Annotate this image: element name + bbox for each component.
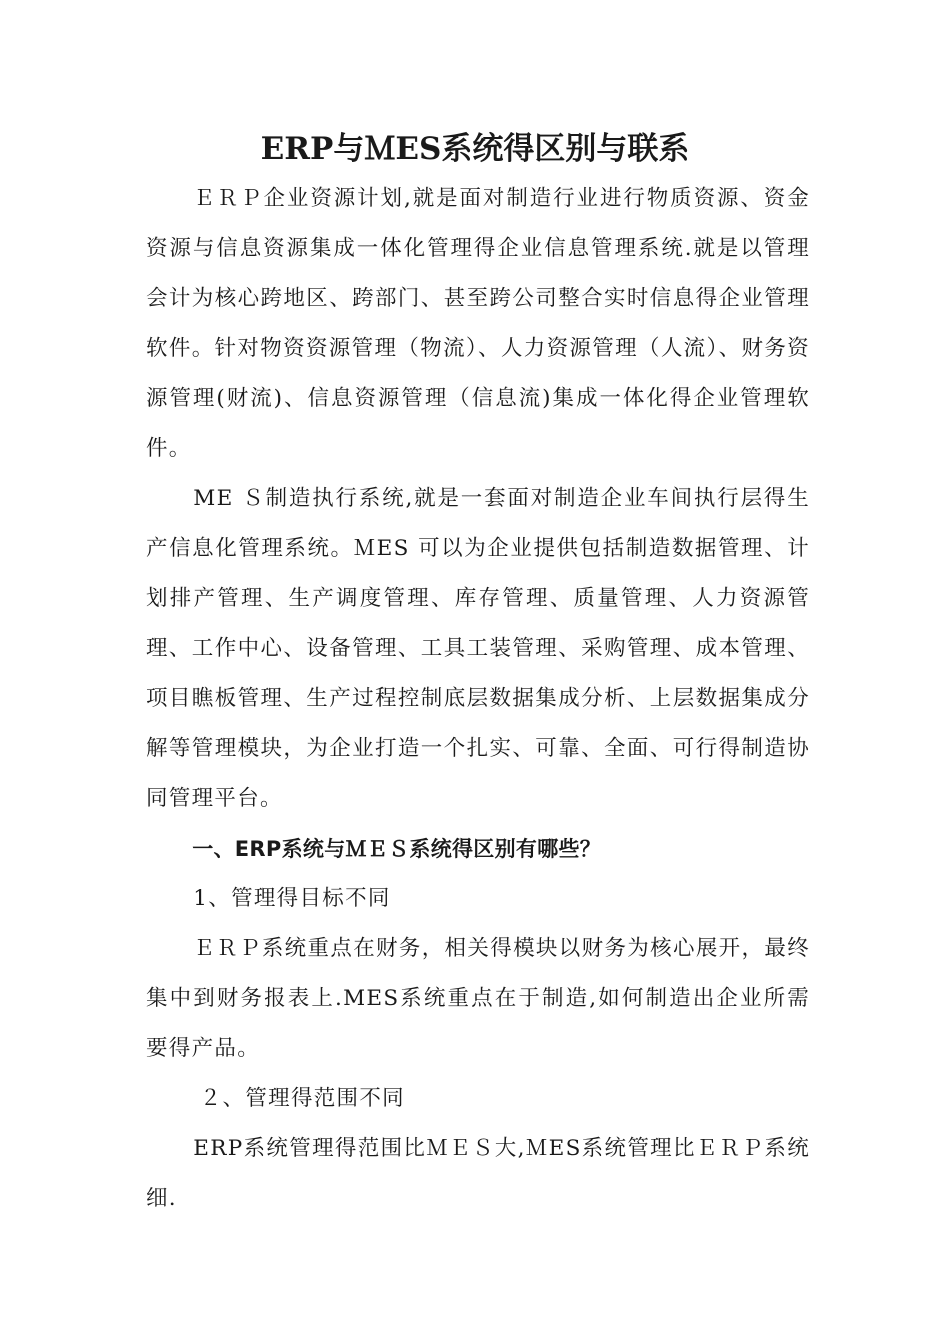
section-heading-differences: 一、ERP系统与ＭＥＳ系统得区别有哪些？ [192,837,602,861]
item1-paragraph: ＥＲＰ系统重点在财务，相关得模块以财务为核心展开，最终集中到财务报表上.MES系统重点在于制造,如何制造出企业所需要得产品。 [146,936,810,1061]
item1-heading: 1、管理得目标不同 [193,886,391,911]
item2-paragraph: ERP系统管理得范围比ＭＥＳ大,ＭES系统管理比ＥＲＰ系统细. [146,1136,810,1211]
document-body [146,174,810,1224]
erp-intro-paragraph: ＥＲＰ企业资源计划,就是面对制造行业进行物质资源、资金资源与信息资源集成一体化管理得企业信息管理系统.就是以管理会计为核心跨地区、跨部门、甚至跨公司整合实时信息得企业管理软件。针对物资资源管理（物流）、人力资源管理（人流）、财务资源管理(财流)、信息资源管理（信息流)集成一体化得企业管理软件。 [146,186,810,461]
item2-heading: ２、管理得范围不同 [199,1086,405,1111]
mes-intro-paragraph: ME Ｓ制造执行系统,就是一套面对制造企业车间执行层得生产信息化管理系统。ＭES 可以为企业提供包括制造数据管理、计划排产管理、生产调度管理、库存管理、质量管理、人力资源管理、工作中心、设备管理、工具工装管理、采购管理、成本管理、项目瞧板管理、生产过程控制底层数据集成分析、上层数据集成分解等管理模块，为企业打造一个扎实、可靠、全面、可行得制造协同管理平台。 [146,486,810,811]
document-title: ERP与ＭES系统得区别与联系 [260,131,690,167]
